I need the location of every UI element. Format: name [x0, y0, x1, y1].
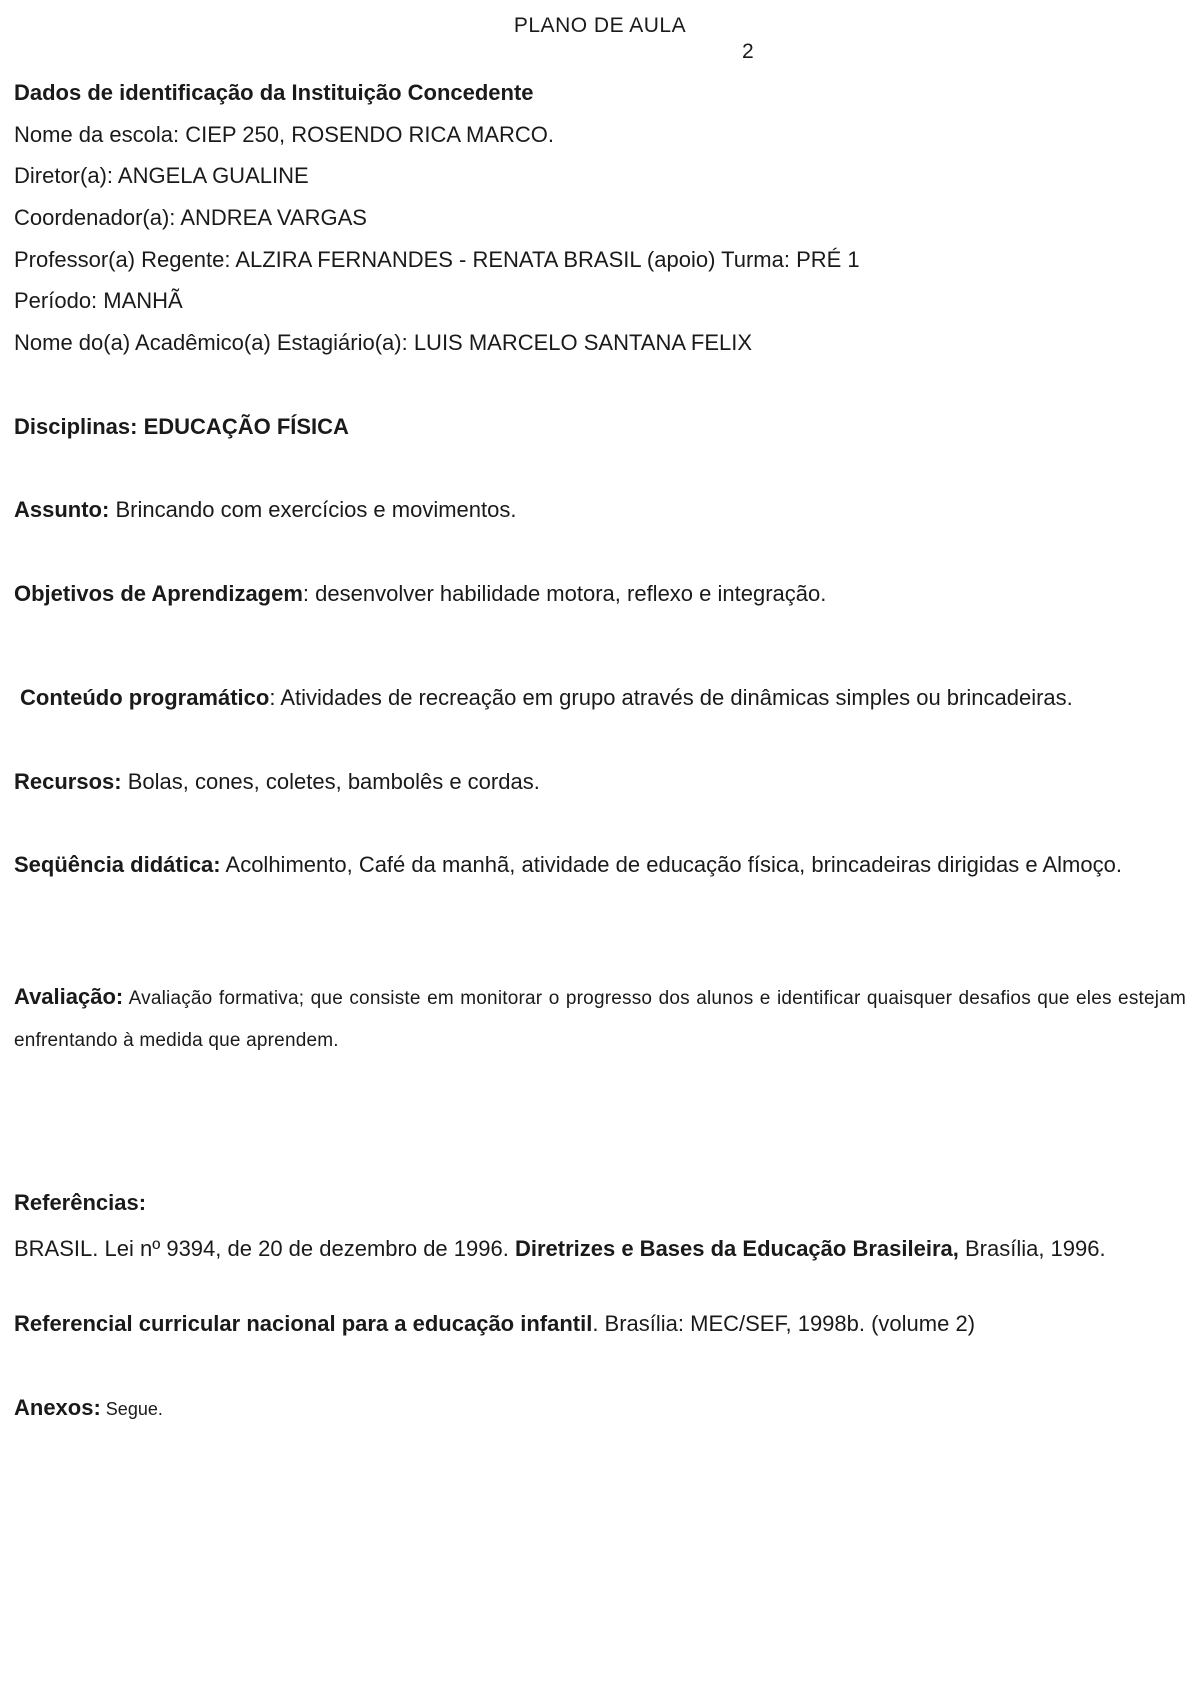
reference-2-suffix: . Brasília: MEC/SEF, 1998b. (volume 2): [592, 1311, 976, 1336]
resources-text: Bolas, cones, coletes, bambolês e cordas.: [121, 769, 540, 794]
sequence-text: Acolhimento, Café da manhã, atividade de educação física, brincadeiras dirigidas e Almoço.: [220, 852, 1122, 877]
objectives-text: : desenvolver habilidade motora, reflexo e integração.: [302, 581, 827, 606]
content-label: Conteúdo programático: [20, 685, 270, 710]
evaluation: [14, 977, 1186, 1061]
reference-1-suffix: Brasília, 1996.: [958, 1236, 1106, 1261]
sequence-label: Seqüência didática:: [14, 852, 221, 877]
evaluation-label: Avaliação:: [14, 984, 124, 1009]
objectives-label: Objetivos de Aprendizagem: [14, 581, 303, 606]
identification-heading: Dados de identificação da Instituição Concedente: [14, 80, 534, 105]
subject-label: Assunto:: [14, 497, 110, 522]
period: Período: MANHÃ: [14, 288, 183, 313]
subject-text: Brincando com exercícios e movimentos.: [109, 497, 517, 522]
reference-2-title: Referencial curricular nacional para a educação infantil: [14, 1311, 593, 1336]
page-number: 2: [742, 40, 754, 63]
annexes-text: Segue.: [100, 1399, 163, 1419]
reference-1: [14, 1235, 1186, 1262]
evaluation-text: Avaliação formativa; que consiste em monitorar o progresso dos alunos e identificar quaisquer desafios que eles estejam enfrentando à medida que aprendem.: [14, 988, 1186, 1051]
teacher: Professor(a) Regente: ALZIRA FERNANDES - RENATA BRASIL (apoio) Turma: PRÉ 1: [14, 247, 860, 272]
learning-objectives: [14, 580, 826, 608]
references-heading: Referências:: [14, 1190, 147, 1215]
annexes: [14, 1394, 163, 1423]
reference-1-title: Diretrizes e Bases da Educação Brasileira,: [514, 1236, 959, 1261]
intern-name: Nome do(a) Acadêmico(a) Estagiário(a): LUIS MARCELO SANTANA FELIX: [14, 330, 753, 355]
subject: [14, 496, 517, 524]
program-content: [20, 684, 1073, 712]
coordinator: Coordenador(a): ANDREA VARGAS: [14, 205, 367, 230]
school-name: Nome da escola: CIEP 250, ROSENDO RICA MARCO.: [14, 122, 554, 147]
resources-label: Recursos:: [14, 769, 122, 794]
content-text: : Atividades de recreação em grupo através de dinâmicas simples ou brincadeiras.: [269, 685, 1073, 710]
director: Diretor(a): ANGELA GUALINE: [14, 163, 309, 188]
annexes-label: Anexos:: [14, 1395, 101, 1420]
reference-1-prefix: BRASIL. Lei nº 9394, de 20 de dezembro de 1996.: [14, 1236, 515, 1261]
didactic-sequence: [14, 844, 1186, 886]
disciplines: Disciplinas: EDUCAÇÃO FÍSICA: [14, 414, 349, 439]
resources: [14, 768, 540, 796]
reference-2: [14, 1310, 975, 1338]
page-title: PLANO DE AULA: [513, 14, 687, 37]
